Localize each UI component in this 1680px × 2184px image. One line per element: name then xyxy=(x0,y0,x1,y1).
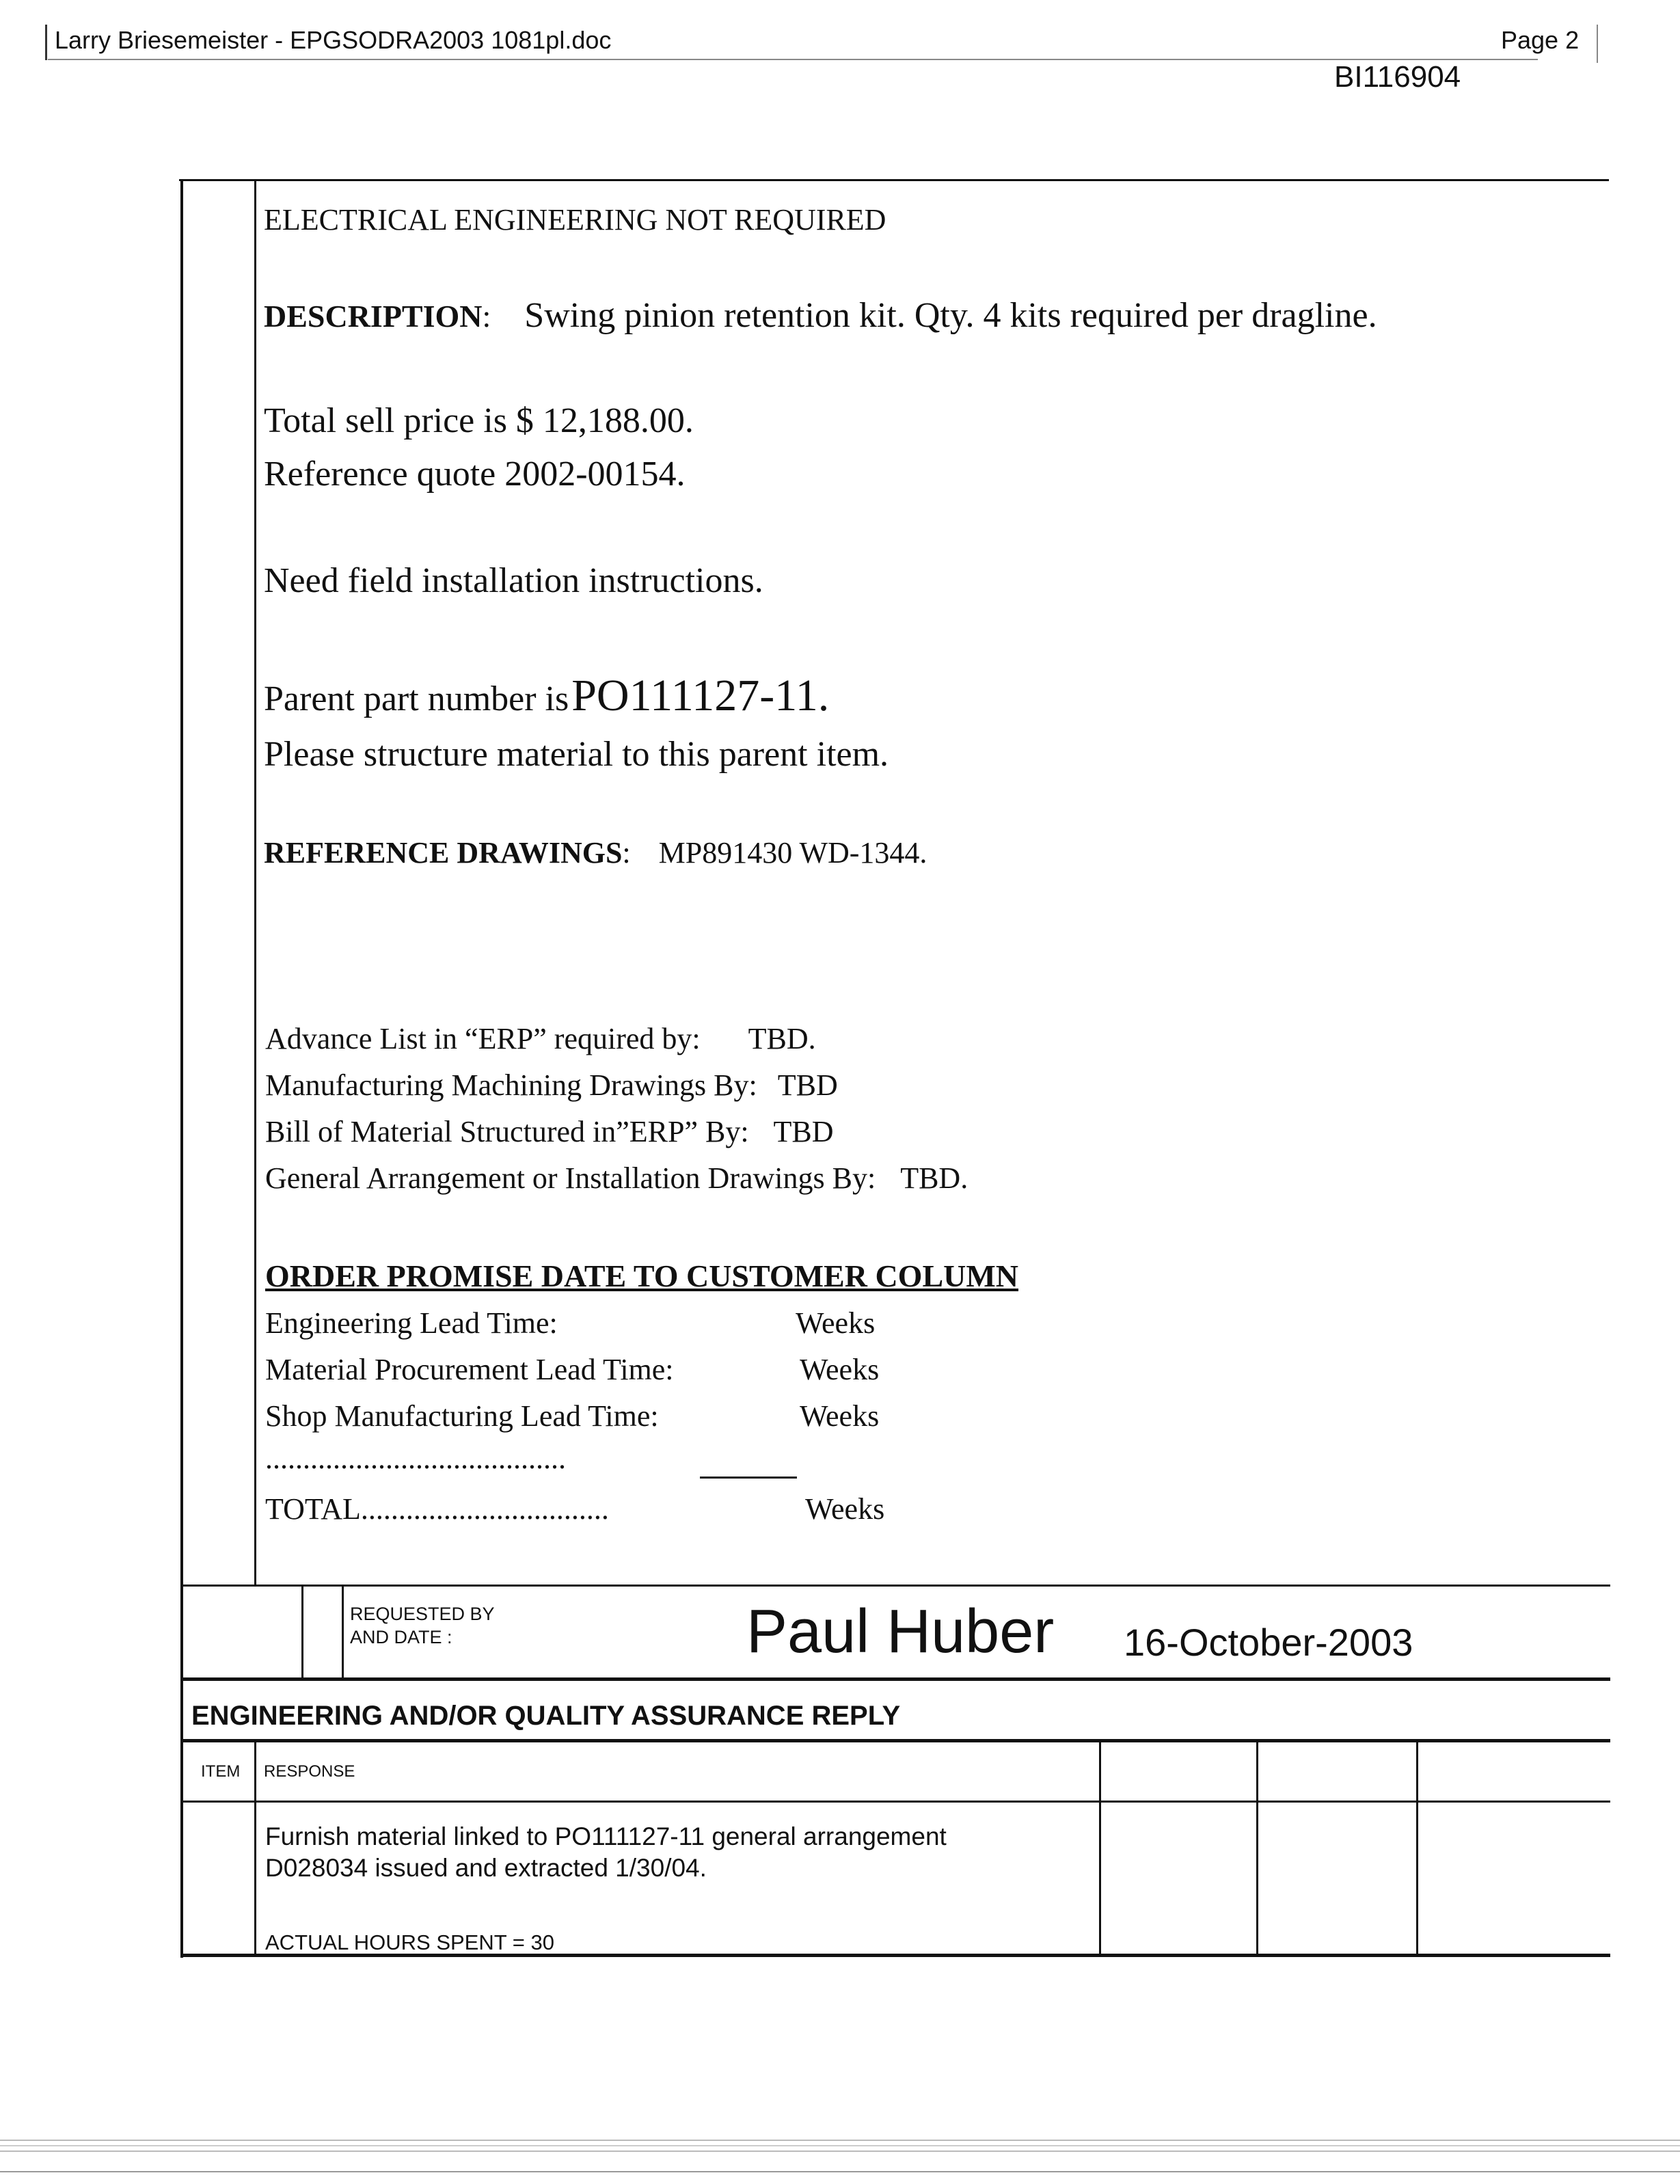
reference-drawings-label: REFERENCE DRAWINGS xyxy=(264,836,623,869)
header-left-bar xyxy=(45,25,47,60)
scan-artifact-line xyxy=(0,2171,1680,2172)
response-line-2: D028034 issued and extracted 1/30/04. xyxy=(265,1854,707,1882)
response-line-1: Furnish material linked to PO111127-11 general arrangement xyxy=(265,1822,947,1850)
header-rule xyxy=(48,59,1538,60)
document-id: BI116904 xyxy=(1334,60,1461,94)
schedule-value: TBD. xyxy=(748,1022,816,1055)
lead-time-procurement-unit: Weeks xyxy=(800,1353,880,1386)
lead-time-shop-label: Shop Manufacturing Lead Time: xyxy=(265,1399,659,1433)
structure-line: Please structure material to this parent item. xyxy=(264,735,889,774)
parent-part-number: PO111127-11. xyxy=(571,671,830,720)
page-number-label: Page 2 xyxy=(1501,26,1580,54)
reply-col-divider-2 xyxy=(1256,1740,1258,1956)
schedule-label: Manufacturing Machining Drawings By: xyxy=(265,1068,757,1102)
scan-artifact-line xyxy=(0,2140,1680,2141)
reply-item-divider xyxy=(254,1740,256,1956)
request-date: 16-October-2003 xyxy=(1124,1621,1413,1664)
schedule-value: TBD. xyxy=(900,1161,968,1195)
request-box-left xyxy=(301,1586,303,1679)
reference-drawings-line xyxy=(264,835,927,870)
reply-col-divider-3 xyxy=(1416,1740,1418,1956)
request-top-border xyxy=(182,1585,1610,1587)
schedule-label: Advance List in “ERP” required by: xyxy=(265,1022,701,1055)
request-box-inner xyxy=(342,1586,344,1679)
schedule-row-general-arrangement xyxy=(265,1161,968,1196)
schedule-label: Bill of Material Structured in”ERP” By: xyxy=(265,1115,749,1148)
request-bottom-border xyxy=(182,1677,1610,1681)
sum-dots-line: ........................................ xyxy=(265,1442,566,1475)
form-top-border xyxy=(179,179,1609,181)
requested-by-label-line1: REQUESTED BY xyxy=(350,1604,495,1624)
description-line xyxy=(264,295,1377,336)
header-right-bar xyxy=(1597,25,1598,63)
schedule-value: TBD xyxy=(773,1115,834,1148)
reference-drawings-value: MP891430 WD-1344. xyxy=(658,836,927,869)
electrical-note: ELECTRICAL ENGINEERING NOT REQUIRED xyxy=(264,203,886,237)
schedule-row-machining-drawings xyxy=(265,1068,838,1103)
price-line: Total sell price is $ 12,188.00. xyxy=(264,401,694,440)
lead-time-procurement-label: Material Procurement Lead Time: xyxy=(265,1353,674,1386)
requester-name: Paul Huber xyxy=(746,1597,1055,1666)
schedule-row-advance-list xyxy=(265,1021,816,1056)
description-label: DESCRIPTION xyxy=(264,299,483,334)
scan-artifact-line xyxy=(0,2145,1680,2146)
schedule-row-bill-of-material xyxy=(265,1114,834,1149)
requested-by-label xyxy=(350,1602,495,1649)
parent-part-line xyxy=(264,670,829,722)
sum-underline xyxy=(700,1477,797,1479)
column-header-item: ITEM xyxy=(201,1762,241,1781)
requested-by-label-line2: AND DATE : xyxy=(350,1627,452,1647)
lead-time-engineering-label: Engineering Lead Time: xyxy=(265,1306,558,1340)
form-left-border xyxy=(180,179,183,1958)
scan-artifact-line xyxy=(0,2151,1680,2152)
quote-line: Reference quote 2002-00154. xyxy=(264,455,686,494)
schedule-label: General Arrangement or Installation Drawings By: xyxy=(265,1161,876,1195)
description-text: Swing pinion retention kit. Qty. 4 kits required per dragline. xyxy=(524,296,1377,335)
reply-heading-border xyxy=(182,1739,1610,1742)
install-line: Need field installation instructions. xyxy=(264,561,763,600)
file-name-label: Larry Briesemeister - EPGSODRA2003 1081pl.doc xyxy=(55,26,612,54)
description-colon: : xyxy=(482,299,491,334)
total-unit: Weeks xyxy=(805,1492,885,1526)
lead-time-shop-unit: Weeks xyxy=(800,1399,880,1433)
reference-drawings-colon: : xyxy=(622,836,631,869)
schedule-value: TBD xyxy=(777,1068,838,1102)
reply-header-border xyxy=(182,1801,1610,1803)
reply-col-divider-1 xyxy=(1099,1740,1101,1956)
actual-hours-spent: ACTUAL HOURS SPENT = 30 xyxy=(265,1930,554,1954)
parent-part-prefix: Parent part number is xyxy=(264,679,569,718)
item-column-divider xyxy=(254,179,256,1586)
column-header-response: RESPONSE xyxy=(264,1762,355,1781)
reply-heading: ENGINEERING AND/OR QUALITY ASSURANCE REPLY xyxy=(191,1701,901,1731)
total-label: TOTAL................................. xyxy=(265,1492,609,1526)
order-promise-heading: ORDER PROMISE DATE TO CUSTOMER COLUMN xyxy=(265,1258,1019,1293)
lead-time-engineering-unit: Weeks xyxy=(796,1306,876,1340)
response-text xyxy=(265,1821,947,1884)
